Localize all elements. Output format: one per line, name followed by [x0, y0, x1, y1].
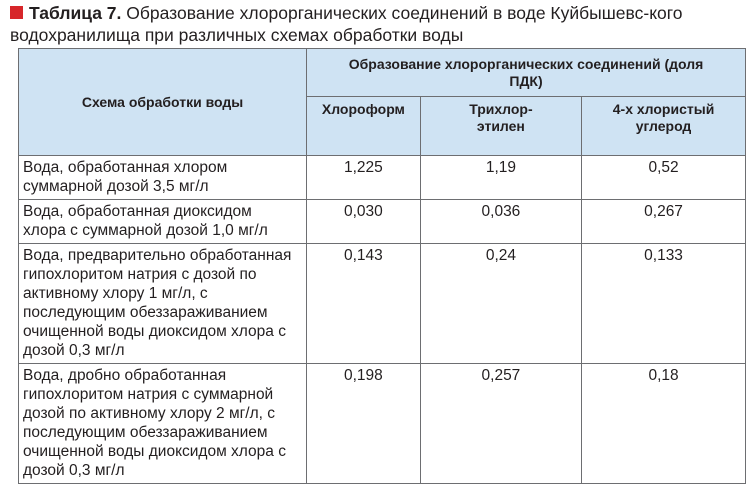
- caption-label: Таблица 7.: [29, 3, 122, 23]
- row-carbon-tetrachloride: 0,18: [582, 364, 746, 484]
- row-chloroform: 1,225: [307, 156, 421, 200]
- row-chloroform: 0,198: [307, 364, 421, 484]
- caption-text: Образование хлорорганических соединений в воде Куйбышевс-кого водохранилища при различных схемах обработки воды: [10, 3, 683, 45]
- row-trichloroethylene: 1,19: [420, 156, 581, 200]
- row-chloroform: 0,030: [307, 200, 421, 244]
- row-scheme: Вода, предварительно обработанная гипохлоритом натрия с дозой по активному хлору 1 мг/л, с последующим обеззараживанием очищенной воды диоксидом хлора с дозой 0,3 мг/л: [19, 244, 307, 364]
- row-carbon-tetrachloride: 0,133: [582, 244, 746, 364]
- row-scheme: Вода, дробно обработанная гипохлоритом натрия с суммарной дозой по активному хлору 2 мг/л, с последующим обеззараживанием очищенной воды диоксидом хлора с дозой 0,3 мг/л: [19, 364, 307, 484]
- header-trichloroethylene: Трихлор-этилен: [420, 97, 581, 156]
- row-trichloroethylene: 0,257: [420, 364, 581, 484]
- row-trichloroethylene: 0,036: [420, 200, 581, 244]
- row-scheme: Вода, обработанная хлором суммарной дозой 3,5 мг/л: [19, 156, 307, 200]
- table-row: [19, 364, 746, 484]
- row-trichloroethylene: 0,24: [420, 244, 581, 364]
- table-caption: [10, 2, 745, 46]
- row-carbon-tetrachloride: 0,52: [582, 156, 746, 200]
- table-row: [19, 244, 746, 364]
- header-carbon-tetrachloride: 4-х хлористый углерод: [582, 97, 746, 156]
- row-chloroform: 0,143: [307, 244, 421, 364]
- header-row: [19, 49, 746, 97]
- red-square-icon: [10, 6, 23, 19]
- data-table: [18, 48, 746, 484]
- header-group: Образование хлорорганических соединений (доля ПДК): [307, 49, 746, 97]
- row-carbon-tetrachloride: 0,267: [582, 200, 746, 244]
- header-chloroform: Хлороформ: [307, 97, 421, 156]
- table-row: [19, 200, 746, 244]
- row-scheme: Вода, обработанная диоксидом хлора с суммарной дозой 1,0 мг/л: [19, 200, 307, 244]
- table-row: [19, 156, 746, 200]
- header-scheme: Схема обработки воды: [19, 49, 307, 156]
